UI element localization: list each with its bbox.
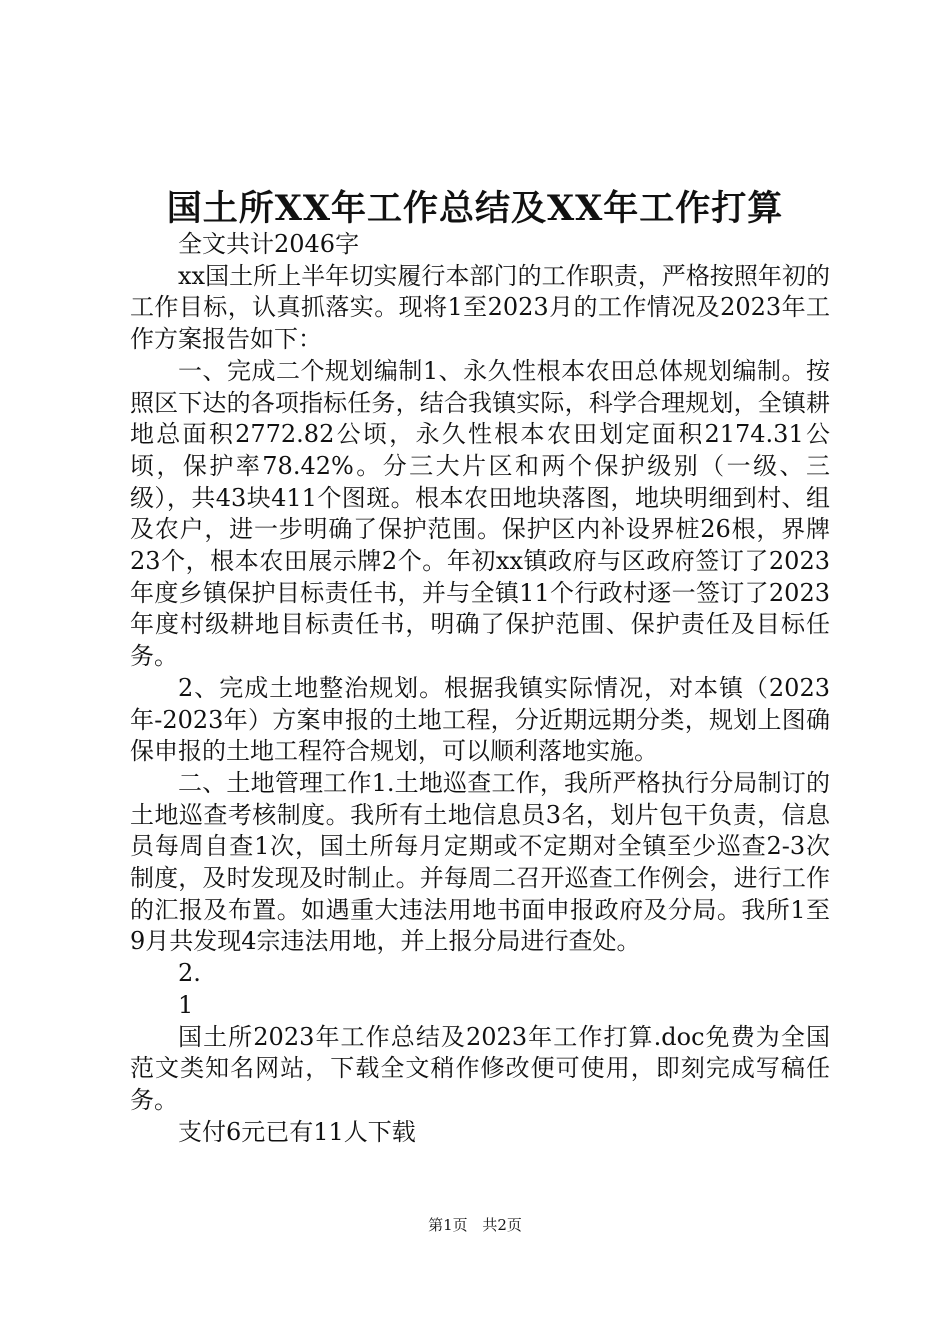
section-two-item-marker: 2. (178, 959, 201, 988)
document-title: 国土所XX年工作总结及XX年工作打算 (166, 188, 784, 229)
section-one-paragraph: 一、完成二个规划编制1、永久性根本农田总体规划编制。按照区下达的各项指标任务，结合我镇实际，科学合理规划，全镇耕地总面积2772.82公顷，永久性根本农田划定面积2174.31公顷，保护率78.42%。分三大片区和两个保护级别（一级、三级），共43块411个图斑。根本农田地块落图，地块明细到村、组及农户，进一步明确了保护范围。保护区内补设界桩26根，界牌23个，根本农田展示牌2个。年初xx镇政府与区政府签订了2023年度乡镇保护目标责任书，并与全镇11个行政村逐一签订了2023年度村级耕地目标责任书，明确了保护范围、保护责任及目标任务。 (130, 356, 830, 671)
section-one-item-two-paragraph: 2、完成土地整治规划。根据我镇实际情况，对本镇（2023年-2023年）方案申报的土地工程，分近期远期分类，规划上图确保申报的土地工程符合规划，可以顺利落地实施。 (130, 673, 830, 766)
page-number: 第1页 (428, 1216, 468, 1234)
payment-download-line: 支付6元已有11人下载 (178, 1117, 416, 1146)
document-body (130, 229, 830, 1148)
intro-paragraph: xx国土所上半年切实履行本部门的工作职责，严格按照年初的工作目标，认真抓落实。现将1至2023月的工作情况及2023年工作方案报告如下： (130, 261, 830, 354)
section-two-paragraph: 二、土地管理工作1.土地巡查工作，我所严格执行分局制订的土地巡查考核制度。我所有土地信息员3名，划片包干负责，信息员每周自查1次，国土所每月定期或不定期对全镇至少巡查2-3次制度，及时发现及时制止。并每周二召开巡查工作例会，进行工作的汇报及布置。如遇重大违法用地书面申报政府及分局。我所1至9月共发现4宗违法用地，并上报分局进行查处。 (130, 768, 830, 956)
page-footer (0, 1215, 950, 1235)
download-promo-paragraph: 国土所2023年工作总结及2023年工作打算.doc免费为全国范文类知名网站，下载全文稍作修改便可使用，即刻完成写稿任务。 (130, 1022, 830, 1114)
word-count-line: 全文共计2046字 (178, 230, 360, 258)
page-total: 共2页 (482, 1216, 522, 1234)
page-number-line: 1 (178, 990, 194, 1019)
